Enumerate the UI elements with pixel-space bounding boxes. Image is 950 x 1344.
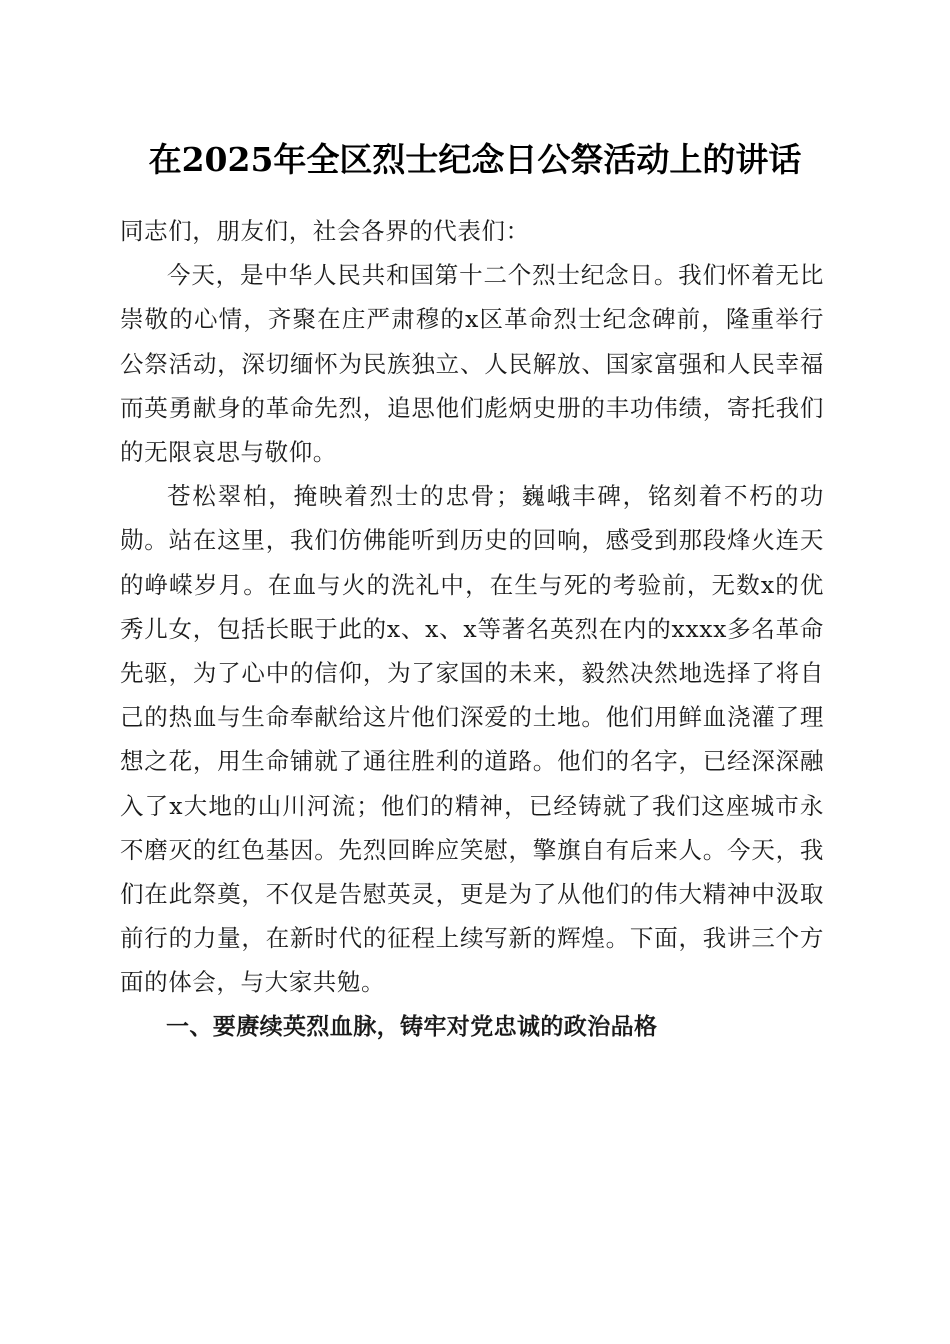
document-body <box>120 209 824 1049</box>
paragraph-opening: 今天，是中华人民共和国第十二个烈士纪念日。我们怀着无比崇敬的心情，齐聚在庄严肃穆的x区革命烈士纪念碑前，隆重举行公祭活动，深切缅怀为民族独立、人民解放、国家富强和人民幸福而英勇献身的革命先烈，追思他们彪炳史册的丰功伟绩，寄托我们的无限哀思与敬仰。 <box>120 261 824 467</box>
section-heading-1: 一、要赓续英烈血脉，铸牢对党忠诚的政治品格 <box>166 1013 658 1040</box>
document-title: 在2025年全区烈士纪念日公祭活动上的讲话 <box>148 140 802 179</box>
paragraph-tribute: 苍松翠柏，掩映着烈士的忠骨；巍峨丰碑，铭刻着不朽的功勋。站在这里，我们仿佛能听到历史的回响，感受到那段烽火连天的峥嵘岁月。在血与火的洗礼中，在生与死的考验前，无数x的优秀儿女，包括长眠于此的x、x、x等著名英烈在内的xxxx多名革命先驱，为了心中的信仰，为了家国的未来，毅然决然地选择了将自己的热血与生命奉献给这片他们深爱的土地。他们用鲜血浇灌了理想之花，用生命铺就了通往胜利的道路。他们的名字，已经深深融入了x大地的山川河流；他们的精神，已经铸就了我们这座城市永不磨灭的红色基因。先烈回眸应笑慰，擎旗自有后来人。今天，我们在此祭奠，不仅是告慰英灵，更是为了从他们的伟大精神中汲取前行的力量，在新时代的征程上续写新的辉煌。下面，我讲三个方面的体会，与大家共勉。 <box>120 482 824 997</box>
salutation: 同志们，朋友们，社会各界的代表们： <box>120 217 530 245</box>
